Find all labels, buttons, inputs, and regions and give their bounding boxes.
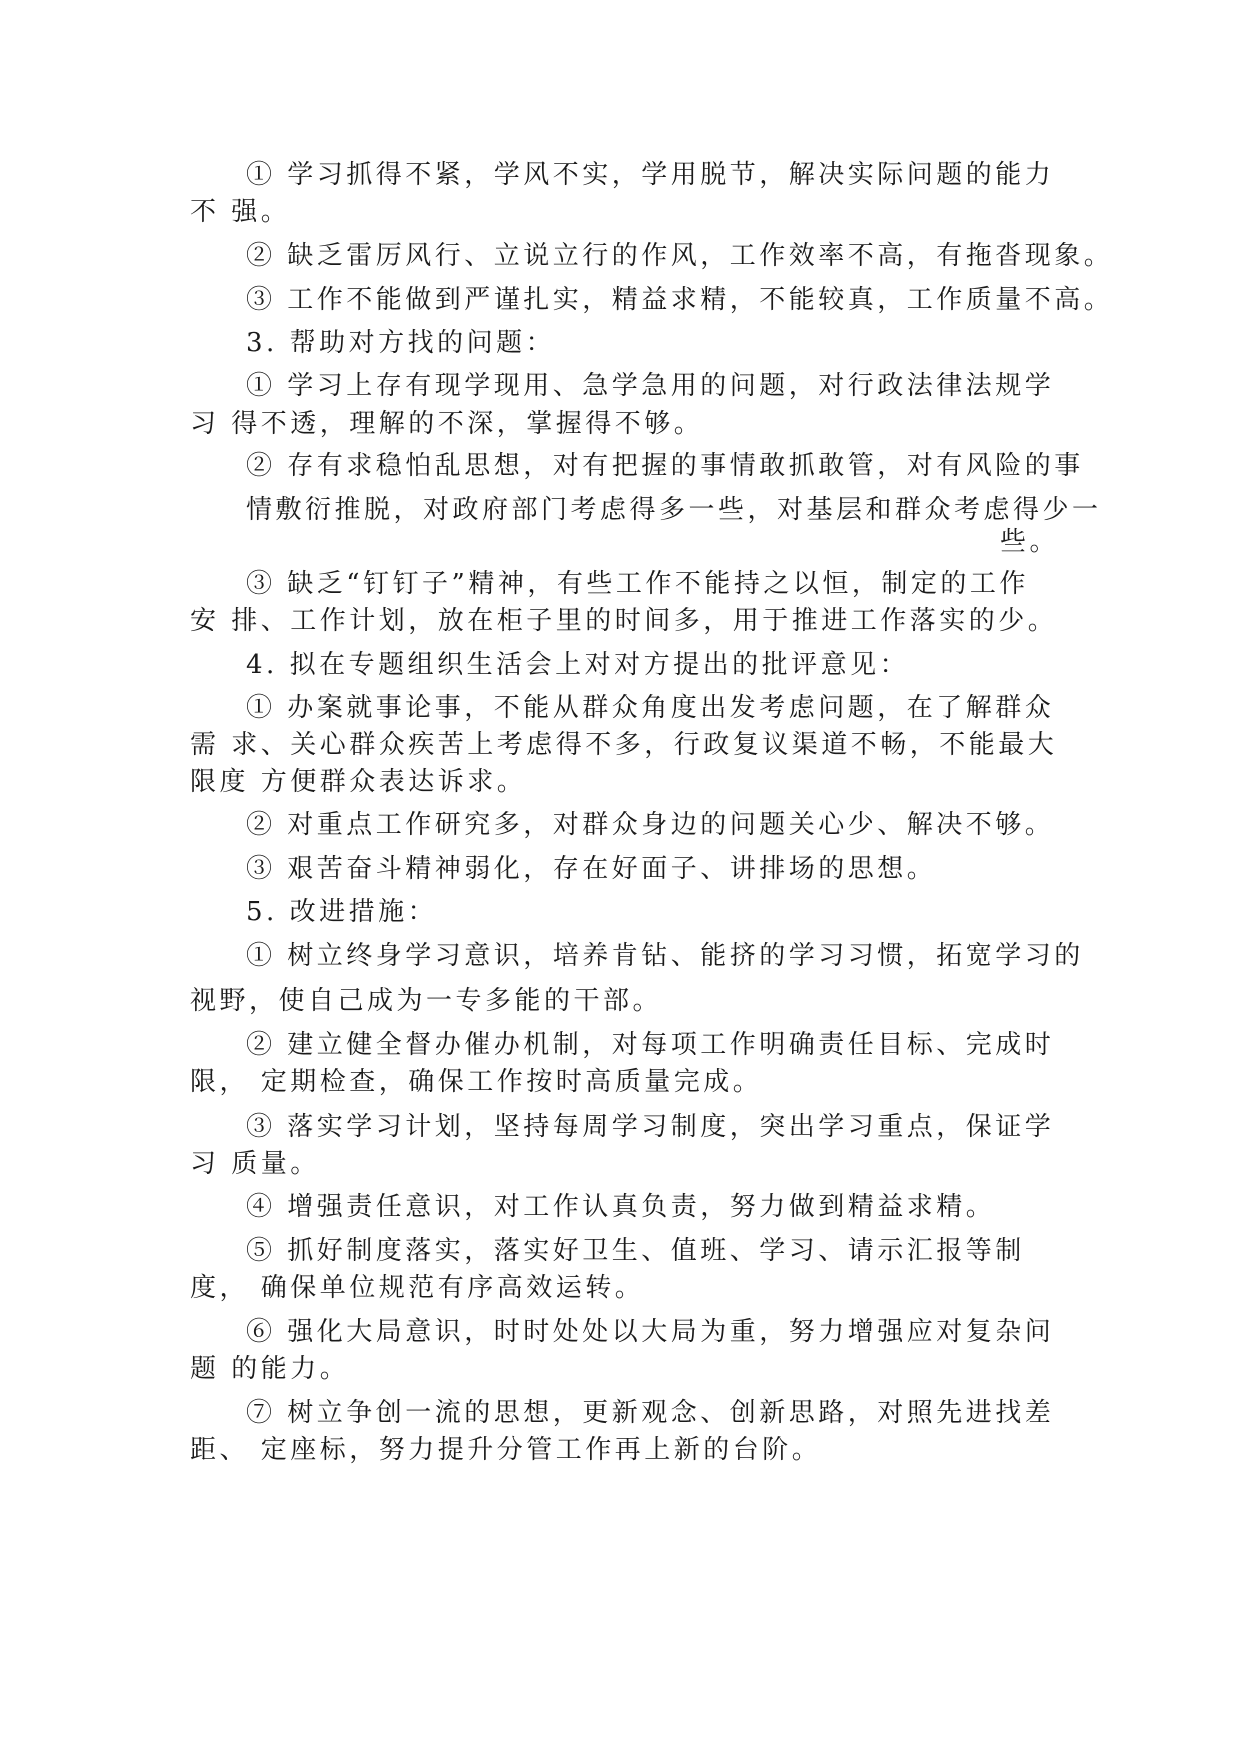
section-heading: 4. 拟在专题组织生活会上对对方提出的批评意见：: [246, 650, 910, 680]
text-line: ⑥ 强化大局意识，时时处处以大局为重，努力增强应对复杂问: [246, 1317, 1055, 1347]
text-line: 距、 定座标，努力提升分管工作再上新的台阶。: [190, 1435, 822, 1465]
text-line: ⑤ 抓好制度落实，落实好卫生、值班、学习、请示汇报等制: [246, 1236, 1025, 1266]
section-heading: 3. 帮助对方找的问题：: [246, 328, 556, 358]
text-line: 情敷衍推脱，对政府部门考虑得多一些，对基层和群众考虑得少一: [246, 495, 1102, 525]
text-line: 不 强。: [190, 197, 291, 227]
text-line: ③ 落实学习计划，坚持每周学习制度，突出学习重点，保证学: [246, 1112, 1055, 1142]
text-line: 视野，使自己成为一专多能的干部。: [190, 986, 663, 1016]
text-line: 限度 方便群众表达诉求。: [190, 767, 527, 797]
text-line: ④ 增强责任意识，对工作认真负责，努力做到精益求精。: [246, 1192, 996, 1222]
text-line: 习 质量。: [190, 1149, 320, 1179]
text-line: 安 排、工作计划，放在柜子里的时间多，用于推进工作落实的少。: [190, 606, 1058, 636]
text-line: 需 求、关心群众疾苦上考虑得不多，行政复议渠道不畅，不能最大: [190, 730, 1058, 760]
text-line: ③ 工作不能做到严谨扎实，精益求精，不能较真，工作质量不高。: [246, 285, 1114, 315]
text-line: 度， 确保单位规范有序高效运转。: [190, 1273, 645, 1303]
text-line: ① 学习上存有现学现用、急学急用的问题，对行政法律法规学: [246, 371, 1055, 401]
text-line: ⑦ 树立争创一流的思想，更新观念、创新思路，对照先进找差: [246, 1398, 1055, 1428]
text-line: ③ 艰苦奋斗精神弱化，存在好面子、讲排场的思想。: [246, 854, 937, 884]
text-line: ② 存有求稳怕乱思想，对有把握的事情敢抓敢管，对有风险的事: [246, 451, 1084, 481]
text-line: ① 学习抓得不紧，学风不实，学用脱节，解决实际问题的能力: [246, 160, 1055, 190]
text-line: ② 缺乏雷厉风行、立说立行的作风，工作效率不高，有拖沓现象。: [246, 241, 1114, 271]
text-line: 限， 定期检查，确保工作按时高质量完成。: [190, 1067, 763, 1097]
text-line: ① 办案就事论事，不能从群众角度出发考虑问题，在了解群众: [246, 693, 1055, 723]
text-line: 习 得不透，理解的不深，掌握得不够。: [190, 409, 704, 439]
text-line: ③ 缺乏“钉钉子”精神，有些工作不能持之以恒，制定的工作: [246, 569, 1029, 599]
text-line: ② 建立健全督办催办机制，对每项工作明确责任目标、完成时: [246, 1030, 1055, 1060]
text-line: 题 的能力。: [190, 1354, 350, 1384]
section-heading: 5. 改进措施：: [246, 897, 438, 927]
text-line: ① 树立终身学习意识，培养肯钻、能挤的学习习惯，拓宽学习的: [246, 941, 1084, 971]
text-line: 些。: [1000, 527, 1060, 557]
text-line: ② 对重点工作研究多，对群众身边的问题关心少、解决不够。: [246, 810, 1055, 840]
